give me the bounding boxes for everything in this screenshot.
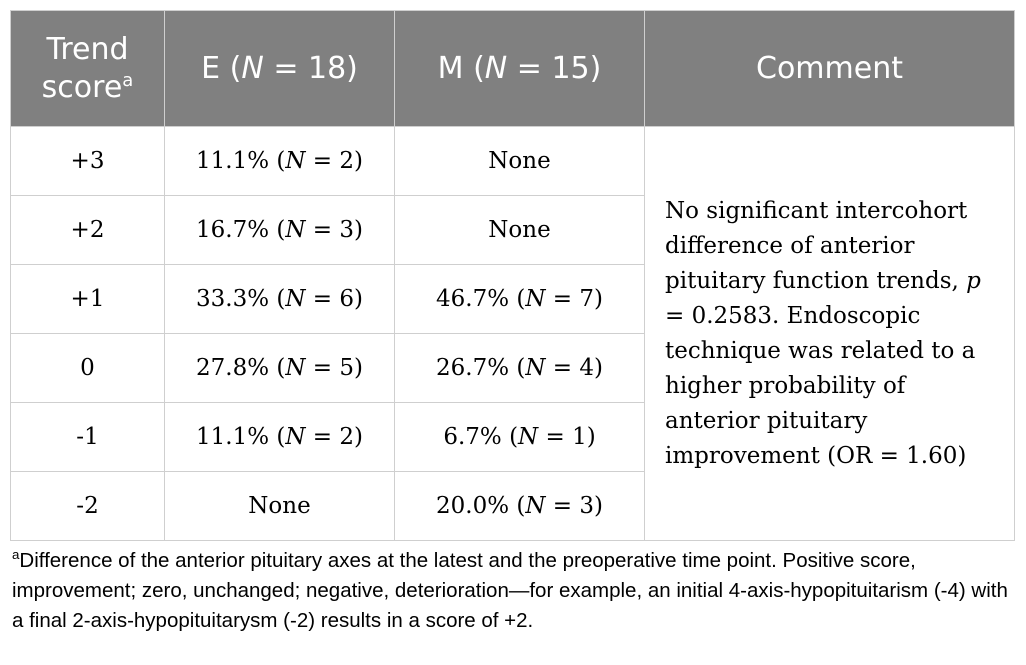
m-cell: 6.7% (N = 1) xyxy=(395,403,645,472)
m-cell: 20.0% (N = 3) xyxy=(395,472,645,541)
e-cell: 33.3% (N = 6) xyxy=(165,265,395,334)
m-cell: None xyxy=(395,127,645,196)
header-trend-score xyxy=(11,11,165,127)
score-cell: +3 xyxy=(11,127,165,196)
e-cell: 27.8% (N = 5) xyxy=(165,334,395,403)
header-m-cohort: M (N = 15) xyxy=(395,11,645,127)
score-cell: +1 xyxy=(11,265,165,334)
score-cell: -1 xyxy=(11,403,165,472)
score-cell: 0 xyxy=(11,334,165,403)
m-cell: 26.7% (N = 4) xyxy=(395,334,645,403)
header-e-cohort: E (N = 18) xyxy=(165,11,395,127)
e-cell: 11.1% (N = 2) xyxy=(165,403,395,472)
results-table xyxy=(10,10,1015,541)
footnote-marker: a xyxy=(122,69,134,91)
score-cell: +2 xyxy=(11,196,165,265)
header-comment: Comment xyxy=(645,11,1015,127)
m-cell: 46.7% (N = 7) xyxy=(395,265,645,334)
e-cell: None xyxy=(165,472,395,541)
table-footnote: $^a$Difference of the anterior pituitary axes at the latest and the preoperative time point. Positive score, improvement; zero, unchanged; negative, deterioration—for example, an initial 4-axis-hypopituitarism (-4) with a final 2-axis-hypopituitarysm (-2) results in a score of +2. xyxy=(12,547,1008,632)
comment-cell: No significant intercohort difference of anterior pituitary function trends, p = 0.2583. Endoscopic technique was related to a higher probability of anterior pituitary improvement (OR = 1.60) xyxy=(645,127,1015,541)
header-row xyxy=(11,11,1015,127)
m-cell: None xyxy=(395,196,645,265)
table-row xyxy=(11,127,1015,196)
e-cell: 11.1% (N = 2) xyxy=(165,127,395,196)
header-trend-line1: Trend xyxy=(46,31,129,67)
header-trend-line2: score xyxy=(41,69,123,105)
footnote-marker: a xyxy=(12,547,20,563)
score-cell: -2 xyxy=(11,472,165,541)
e-cell: 16.7% (N = 3) xyxy=(165,196,395,265)
